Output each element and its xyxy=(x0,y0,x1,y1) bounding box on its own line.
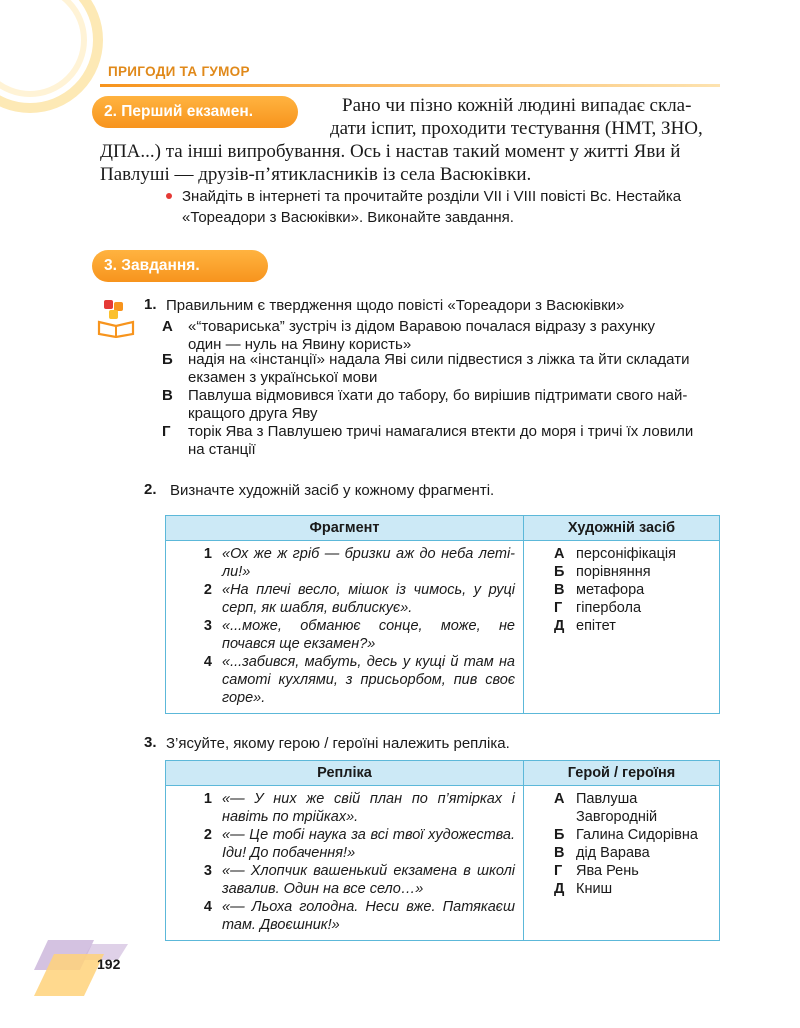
question-3-text: З’ясуйте, якому герою / героїні належить репліка. xyxy=(166,735,510,752)
list-item xyxy=(170,617,519,653)
list-item xyxy=(528,844,715,862)
option-c-letter: В xyxy=(162,387,173,404)
list-item xyxy=(528,563,715,581)
fragment-text: «...забився, мабуть, десь у кущі й там на самоті кухлями, з присьорбом, пив своє горе». xyxy=(222,654,515,706)
hero-text: дід Варава xyxy=(576,845,650,861)
replica-text: «— Хлопчик вашенький екзамена в школі завалив. Один на все село…» xyxy=(222,863,515,897)
option-c-line-2: кращого друга Яву xyxy=(188,405,318,422)
section-header: ПРИГОДИ ТА ГУМОР xyxy=(108,64,250,79)
hero-letter: Г xyxy=(554,863,563,879)
heroes-cell xyxy=(524,786,720,941)
fragment-text: «Ох же ж гріб — бризки аж до неба леті-ли!» xyxy=(222,546,515,580)
option-a-letter: А xyxy=(162,318,173,335)
option-d-letter: Г xyxy=(162,423,171,440)
list-item xyxy=(528,545,715,563)
fragment-number: 2 xyxy=(203,582,212,598)
option-a-line-2: один — нуль на Явину користь» xyxy=(188,336,412,353)
hero-text: Галина Сидорівна xyxy=(576,827,698,843)
intro-line-3: ДПА...) та інші випробування. Ось і настав такий момент у житті Яви й xyxy=(100,141,681,162)
replica-text: «— Це тобі наука за всі твої художества. Іди! До побачення!» xyxy=(222,827,515,861)
option-d-line-2: на станції xyxy=(188,441,256,458)
option-a-line-1: «“товариська” зустріч із дідом Варавою почалася відразу з рахунку xyxy=(188,318,656,335)
question-1-number: 1. xyxy=(144,296,157,313)
device-text: епітет xyxy=(576,618,616,634)
device-text: гіпербола xyxy=(576,600,642,616)
question-2-number: 2. xyxy=(144,481,157,498)
devices-cell xyxy=(524,541,720,714)
list-item xyxy=(528,862,715,880)
replica-number: 2 xyxy=(203,827,212,843)
replica-column-header: Репліка xyxy=(166,761,524,786)
fragment-text: «На плечі весло, мішок із чимось, у руці серп, як шабля, виблискує». xyxy=(222,582,515,616)
option-b-line-2: екзамен з української мови xyxy=(188,369,378,386)
hero-letter: А xyxy=(554,791,565,807)
option-d-text xyxy=(188,423,721,459)
option-b-line-1: надія на «інстанції» надала Яві сили підвестися з ліжка та йти складати xyxy=(188,351,690,368)
list-item xyxy=(170,581,519,617)
intro-line-1: Рано чи пізно кожній людині випадає скла- xyxy=(342,95,692,116)
replica-text: «— Льоха голодна. Неси вже. Патякаєш там. Двоєшник!» xyxy=(222,899,515,933)
option-c-line-1: Павлуша відмовився їхати до табору, бо вирішив підтримати свого най- xyxy=(188,387,688,404)
section-2-pill: 2. Перший екзамен. xyxy=(92,96,298,128)
fragments-cell xyxy=(166,541,524,714)
list-item xyxy=(170,898,519,934)
hero-letter: Д xyxy=(554,881,565,897)
device-text: персоніфікація xyxy=(576,546,676,562)
hero-column-header: Герой / героїня xyxy=(524,761,720,786)
hero-text: Павлуша Завгородній xyxy=(576,791,658,825)
list-item xyxy=(170,790,519,826)
instruction-line-2: «Тореадори з Васюківки». Виконайте завдання. xyxy=(182,209,514,226)
replicas-cell xyxy=(166,786,524,941)
device-letter: Г xyxy=(554,600,563,616)
device-column-header: Художній засіб xyxy=(524,516,720,541)
option-d-line-1: торік Ява з Павлушею тричі намагалися втекти до моря і тричі їх ловили xyxy=(188,423,694,440)
fragment-number: 4 xyxy=(203,654,212,670)
instruction-line-1: Знайдіть в інтернеті та прочитайте розділи VII і VIII повісті Вс. Нестайка xyxy=(182,188,682,205)
fragment-column-header: Фрагмент xyxy=(166,516,524,541)
device-text: метафора xyxy=(576,582,645,598)
replica-text: «— У них же свій план по п’ятірках і навіть по трійках». xyxy=(222,791,515,825)
question-3-number: 3. xyxy=(144,734,157,751)
replica-number: 1 xyxy=(203,791,212,807)
book-icon xyxy=(96,298,136,338)
hero-letter: В xyxy=(554,845,565,861)
list-item xyxy=(170,545,519,581)
device-letter: А xyxy=(554,546,565,562)
question-1-text: Правильним є твердження щодо повісті «Тореадори з Васюківки» xyxy=(166,297,625,314)
list-item xyxy=(170,653,519,707)
header-divider xyxy=(100,84,720,87)
device-letter: Б xyxy=(554,564,565,580)
bullet-dot xyxy=(166,193,172,199)
device-text: порівняння xyxy=(576,564,651,580)
device-letter: В xyxy=(554,582,565,598)
option-a-text xyxy=(188,318,721,354)
fragment-text: «...може, обманює сонце, може, не почався ще екзамен?» xyxy=(222,618,515,652)
hero-letter: Б xyxy=(554,827,565,843)
question-2-text: Визначте художній засіб у кожному фрагменті. xyxy=(170,482,495,499)
replica-number: 4 xyxy=(203,899,212,915)
page-number: 192 xyxy=(97,956,121,972)
list-item xyxy=(528,599,715,617)
list-item xyxy=(528,581,715,599)
option-b-text xyxy=(188,351,721,387)
fragment-number: 1 xyxy=(203,546,212,562)
replica-number: 3 xyxy=(203,863,212,879)
section-3-pill: 3. Завдання. xyxy=(92,250,268,282)
option-b-letter: Б xyxy=(162,351,173,368)
list-item xyxy=(528,826,715,844)
hero-text: Ява Рень xyxy=(576,863,639,879)
fragments-table xyxy=(165,515,720,714)
list-item xyxy=(528,790,715,826)
option-c-text xyxy=(188,387,721,423)
intro-line-2: дати іспит, проходити тестування (НМТ, ЗНО, xyxy=(330,118,703,139)
list-item xyxy=(528,880,715,898)
list-item xyxy=(528,617,715,635)
fragment-number: 3 xyxy=(203,618,212,634)
list-item xyxy=(170,826,519,862)
intro-line-4: Павлуші — друзів-п’ятикласників із села Васюківки. xyxy=(100,164,532,185)
reading-instruction xyxy=(182,186,727,228)
list-item xyxy=(170,862,519,898)
hero-text: Книш xyxy=(576,881,613,897)
replicas-table xyxy=(165,760,720,941)
device-letter: Д xyxy=(554,618,565,634)
